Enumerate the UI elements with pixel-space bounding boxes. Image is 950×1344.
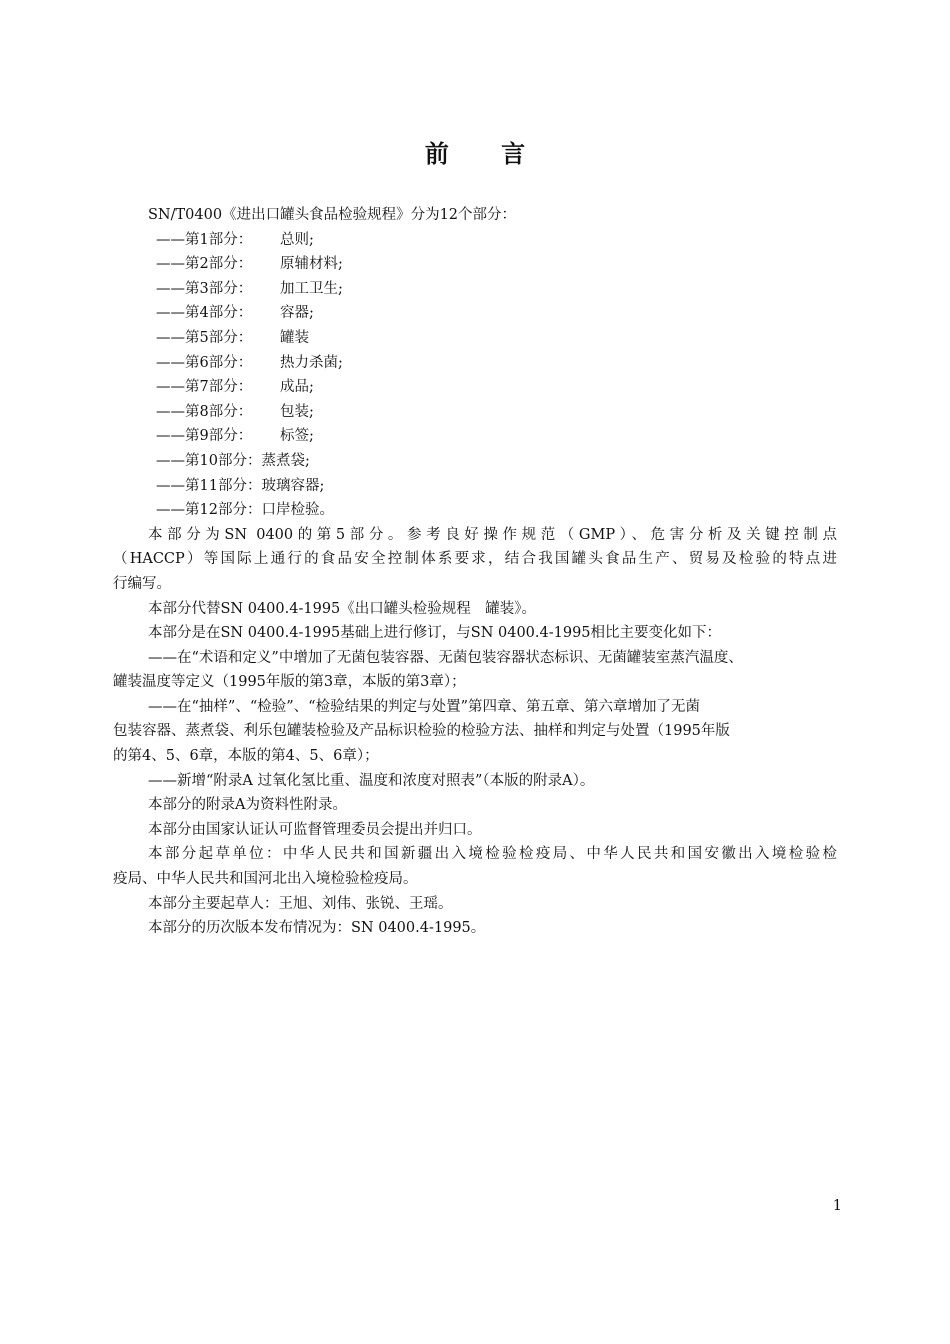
part-name: 热力杀菌; — [280, 354, 343, 371]
part-name: 总则; — [280, 231, 314, 248]
paragraph-line: 本部分为SN 0400的第5部分。参考良好操作规范（GMP）、危害分析及关键控制点 — [148, 526, 837, 543]
part-label: ——第9部分： — [156, 428, 253, 445]
document-body — [113, 203, 837, 941]
list-item — [113, 277, 837, 302]
intro-text: SN/T0400《进出口罐头食品检验规程》分为12个部分： — [148, 207, 517, 223]
paragraph-line: 包装容器、蒸煮袋、利乐包罐装检验及产品标识检验的检验方法、抽样和判定与处置（1995年版 — [113, 723, 730, 740]
part-label: ——第3部分： — [156, 280, 253, 297]
drafters-paragraph: 本部分主要起草人：王旭、刘伟、张锐、王瑶。 — [148, 895, 453, 912]
paragraph-line: 疫局、中华人民共和国河北出入境检验检疫局。 — [113, 871, 418, 888]
part-label: ——第10部分： — [156, 452, 262, 469]
list-item — [113, 351, 837, 376]
part-label: ——第12部分： — [156, 502, 262, 519]
change-item-terms — [113, 646, 837, 695]
list-item — [113, 474, 837, 499]
page-title: 前 言 — [424, 140, 548, 168]
revision-paragraph: 本部分是在SN 0400.4-1995基础上进行修订，与SN 0400.4-1995相比主要变化如下： — [148, 625, 722, 642]
paragraph-line: 本部分起草单位：中华人民共和国新疆出入境检验检疫局、中华人民共和国安徽出入境检验检 — [148, 846, 837, 863]
part-name: 容器; — [280, 305, 314, 322]
part-label: ——第7部分： — [156, 379, 253, 396]
part-name: 口岸检验。 — [261, 502, 334, 519]
change-item-annex: ——新增“附录A 过氧化氢比重、温度和浓度对照表”（本版的附录A）。 — [148, 772, 595, 789]
part-name: 包装; — [280, 403, 314, 420]
list-item — [113, 228, 837, 253]
paragraph-line: ——在“抽样”、“检验”、“检验结果的判定与处置”第四章、第五章、第六章增加了无菌 — [148, 698, 700, 715]
paragraph-line: （HACCP）等国际上通行的食品安全控制体系要求，结合我国罐头食品生产、贸易及检验的特点进 — [113, 551, 837, 568]
paragraph-line: 行编写。 — [113, 575, 171, 592]
list-item — [113, 449, 837, 474]
list-item — [113, 375, 837, 400]
part-name: 原辅材料; — [280, 256, 343, 273]
parts-list — [113, 228, 837, 523]
annex-paragraph: 本部分的附录A为资料性附录。 — [148, 797, 347, 814]
part-name: 成品; — [280, 379, 314, 396]
history-paragraph: 本部分的历次版本发布情况为：SN 0400.4-1995。 — [148, 920, 486, 937]
part-name: 标签; — [280, 428, 314, 445]
list-item — [113, 498, 837, 523]
scope-paragraph — [113, 523, 837, 597]
part-name: 蒸煮袋; — [261, 452, 310, 469]
change-item-sampling — [113, 695, 837, 769]
part-label: ——第1部分： — [156, 231, 253, 248]
list-item — [113, 326, 837, 351]
proposer-paragraph: 本部分由国家认证认可监督管理委员会提出并归口。 — [148, 821, 482, 838]
part-name: 玻璃容器; — [261, 477, 325, 494]
list-item — [113, 400, 837, 425]
paragraph-line: 的第4、5、6章，本版的第4、5、6章）； — [113, 748, 379, 765]
part-label: ——第4部分： — [156, 305, 253, 322]
list-item — [113, 252, 837, 277]
paragraph-line: 罐装温度等定义（1995年版的第3章，本版的第3章）； — [113, 674, 466, 691]
list-item — [113, 301, 837, 326]
part-name: 罐装 — [280, 329, 309, 346]
part-label: ——第5部分： — [156, 329, 253, 346]
part-name: 加工卫生; — [280, 280, 343, 297]
drafting-units-paragraph — [113, 842, 837, 891]
page-number: 1 — [832, 1198, 842, 1214]
part-label: ——第11部分： — [156, 477, 262, 494]
list-item — [113, 424, 837, 449]
part-label: ——第6部分： — [156, 354, 253, 371]
replaces-paragraph: 本部分代替SN 0400.4-1995《出口罐头检验规程 罐装》。 — [148, 600, 537, 617]
part-label: ——第2部分： — [156, 256, 253, 273]
paragraph-line: ——在“术语和定义”中增加了无菌包装容器、无菌包装容器状态标识、无菌罐装室蒸汽温度、 — [148, 649, 743, 666]
part-label: ——第8部分： — [156, 403, 253, 420]
